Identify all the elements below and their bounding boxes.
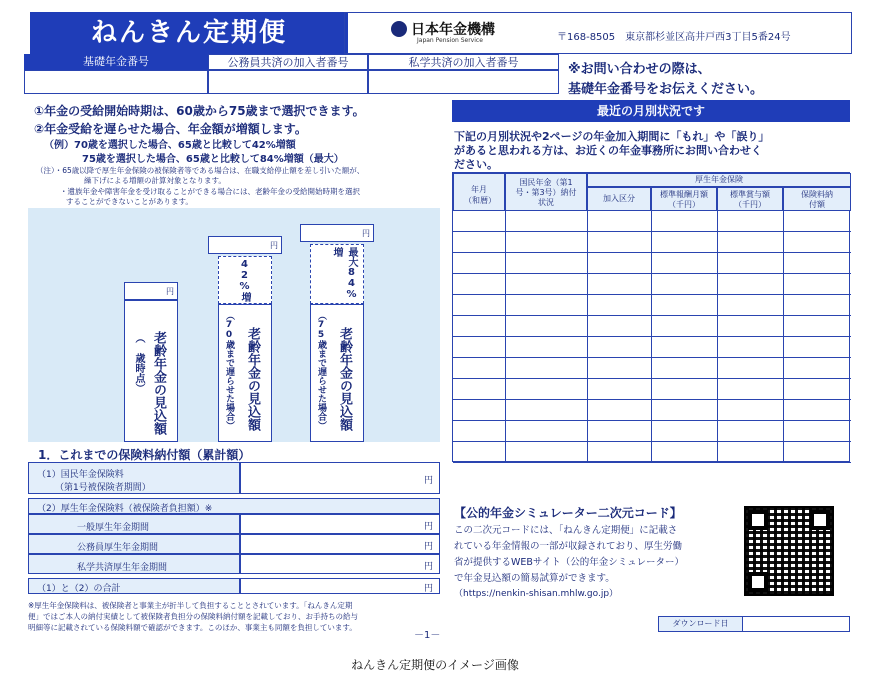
bar2-increase (218, 256, 272, 304)
col-kubun: 加入区分 (587, 187, 651, 211)
qr-desc4: で年金見込額の簡易試算ができます。 (454, 573, 615, 584)
premium-value-national (240, 462, 440, 494)
address: 〒168-8505 東京都杉並区高井戸西3丁目5番24号 (557, 32, 791, 43)
premium-yen-5: 円 (423, 584, 433, 594)
note-1: ①年金の受給開始時期は、60歳から75歳まで選択できます。 (34, 104, 365, 118)
qr-desc2: れている年金情報の一部が収録されており、厚生労働 (454, 541, 683, 552)
qr-desc1: この二次元コードには、「ねんきん定期便」に記載さ (454, 525, 678, 536)
monthly-col-line-2 (587, 211, 588, 463)
logo-name: 日本年金機構 (411, 22, 495, 38)
premium-table (28, 462, 440, 594)
monthly-heading: 最近の月別状況です (452, 100, 850, 122)
premium-value-total (240, 578, 440, 594)
monthly-col-line-3 (651, 211, 652, 463)
premium-row-national (28, 462, 240, 494)
premium-r2b: 公務員厚生年金期間 (77, 543, 159, 553)
col-shoyo: 標準賞与額（千円） (717, 187, 783, 211)
jps-logo-icon (391, 21, 407, 37)
qr-heading: 【公的年金シミュレーター二次元コード】 (454, 506, 682, 520)
qr-code-icon (744, 506, 834, 596)
premium-foot1: ※厚生年金保険料は、被保険者と事業主が折半して負担することとされています。「ねんきん定期 (28, 601, 353, 610)
issuer-box (344, 12, 852, 54)
bar3-rate: 最大84%増 (331, 247, 357, 300)
basic-number-header: 基礎年金番号 (24, 54, 208, 70)
download-label: ダウンロード日 (659, 617, 743, 631)
page-number: －1－ (414, 630, 441, 641)
note-2: ②年金受給を遅らせた場合、年金額が増額します。 (34, 122, 307, 136)
bar1 (124, 300, 178, 442)
qr-desc3: 省が提供するWEBサイト（公的年金シミュレーター） (454, 557, 685, 568)
premium-foot2: 便」ではご本人の納付実績として被保険者負担分の保険料納付額を記載しており、お手持ちの給与 (28, 612, 358, 621)
bar2-sub: （70歳まで遅らせた場合） (224, 311, 234, 430)
logo-sub: Japan Pension Service (417, 37, 483, 44)
bar1-amount-box (124, 282, 178, 300)
premium-yen-4: 円 (423, 562, 433, 572)
basic-number-value (24, 70, 208, 94)
premium-heading: 1．これまでの保険料納付額（累計額） (38, 448, 251, 462)
example-1: （例）70歳を選択した場合、65歳と比較して42%増額 (44, 140, 296, 151)
premium-r1b: （第1号被保険者期間） (55, 483, 151, 493)
col-month: 年月（和暦） (453, 173, 505, 211)
bar2-rate: 42%増 (239, 259, 250, 302)
inquiry-line1: ※お問い合わせの際は、 (568, 62, 711, 77)
example-2: 75歳を選択した場合、65歳と比較して84%増額（最大） (82, 154, 344, 165)
premium-yen-2: 円 (423, 522, 433, 532)
download-box (658, 616, 850, 632)
premium-r2c: 私学共済厚生年金期間 (77, 563, 168, 573)
qr-finder-bl (748, 572, 768, 592)
col-hokenryo: 保険料納付額 (783, 187, 851, 211)
monthly-desc2: があると思われる方は、お近くの年金事務所にお問い合わせく (454, 144, 762, 157)
bar2-label: 老齢年金の見込額 (245, 327, 260, 431)
caution-2a: ・遺族年金や障害年金を受け取ることができる場合には、老齢年金の受給開始時期を選択 (60, 187, 360, 196)
private-number-header: 私学共済の加入者番号 (368, 54, 559, 70)
caution-2b: することができないことがあります。 (66, 197, 193, 206)
bar2-amount-box (208, 236, 282, 254)
premium-r2: （2）厚生年金保険料（被保険者負担額）※ (37, 504, 213, 514)
premium-r2a: 一般厚生年金期間 (77, 523, 150, 533)
inquiry-line2: 基礎年金番号をお伝えください。 (568, 82, 764, 97)
bar3-amount-box (300, 224, 374, 242)
premium-row-kosei (28, 498, 440, 514)
col-hyojun: 標準報酬月額（千円） (651, 187, 717, 211)
bar3 (310, 304, 364, 442)
premium-row-civil (28, 534, 240, 554)
monthly-col-line-1 (505, 211, 506, 463)
document-sheet (14, 8, 860, 646)
private-number-value (368, 70, 559, 94)
premium-yen-3: 円 (423, 542, 433, 552)
qr-finder-tr (810, 510, 830, 530)
document-title: ねんきん定期便 (30, 12, 348, 54)
estimate-panel (28, 208, 440, 442)
premium-value-general (240, 514, 440, 534)
caution-1b: 繰下げによる増額の計算対象となります。 (84, 176, 226, 185)
bar1-sub: （ 歳時点） (133, 333, 144, 393)
monthly-col-line-5 (783, 211, 784, 463)
number-table (24, 54, 559, 94)
bar2 (218, 304, 272, 442)
bar3-label: 老齢年金の見込額 (337, 327, 352, 431)
monthly-desc1: 下記の月別状況や2ページの年金加入期間に「もれ」や「誤り」 (454, 130, 770, 143)
premium-row-private (28, 554, 240, 574)
civil-number-value (208, 70, 368, 94)
premium-yen-1: 円 (423, 476, 433, 486)
premium-value-civil (240, 534, 440, 554)
premium-r3: （1）と（2）の合計 (37, 584, 121, 594)
premium-r1a: （1）国民年金保険料 (37, 470, 124, 480)
premium-value-private (240, 554, 440, 574)
bar3-increase (310, 244, 364, 304)
image-caption: ねんきん定期便のイメージ画像 (351, 658, 519, 672)
premium-row-general (28, 514, 240, 534)
civil-number-header: 公務員共済の加入者番号 (208, 54, 368, 70)
monthly-col-line-4 (717, 211, 718, 463)
qr-url[interactable]: （https://nenkin-shisan.mhlw.go.jp） (454, 589, 619, 599)
monthly-desc3: ださい。 (454, 158, 498, 171)
bar2-yen: 円 (270, 241, 278, 250)
col-national: 国民年金（第1号・第3号）納付状況 (505, 173, 587, 211)
caution-1a: （注）・65歳以降で厚生年金保険の被保険者等である場合は、在職支給停止額を差し引いた額が、 (36, 166, 365, 175)
monthly-grid (453, 211, 851, 463)
qr-finder-tl (748, 510, 768, 530)
bar1-label: 老齢年金の見込額 (151, 331, 166, 435)
premium-foot3: 明細等に記載されている保険料額で確認ができます。このほか、事業主も同額を負担しています。 (28, 623, 357, 632)
col-kosei: 厚生年金保険 (587, 173, 851, 187)
bar1-yen: 円 (166, 287, 174, 296)
bar3-yen: 円 (362, 229, 370, 238)
premium-row-total (28, 578, 240, 594)
monthly-table (452, 172, 850, 462)
bar3-sub: （75歳まで遅らせた場合） (316, 311, 326, 430)
